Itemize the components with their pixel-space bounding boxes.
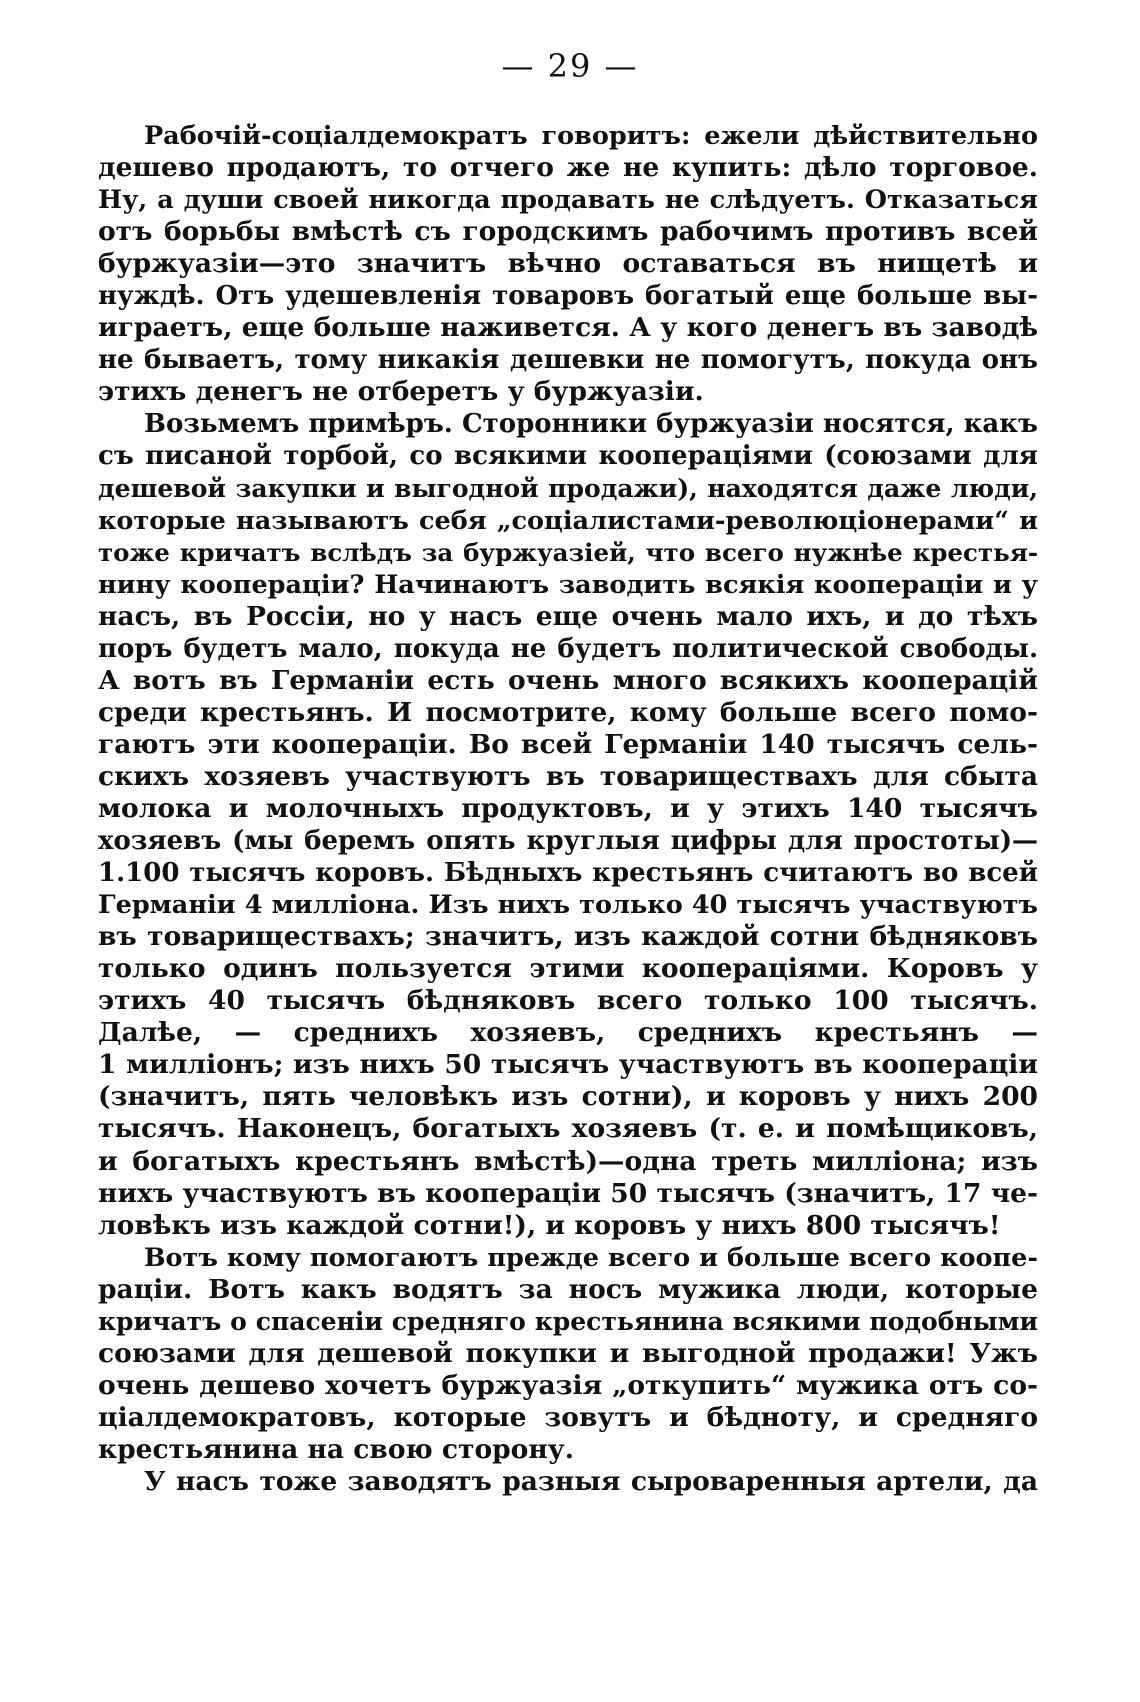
text-line: тоже кричатъ вслѣдъ за буржуазіей, что всего нужнѣе крестья- [98,537,1038,567]
text-line: кричатъ о спасеніи средняго крестьянина всякими подобными [98,1306,1038,1336]
text-line: нуждѣ. Отъ удешевленія товаровъ богатый еще больше вы- [98,281,1038,312]
text-line: А вотъ въ Германіи есть очень много всякихъ кооперацій [98,664,1038,696]
text-line: крестьянина на свою сторону. [98,1433,574,1465]
text-line: скихъ хозяевъ участвуютъ въ товариществахъ для сбыта [98,760,1038,792]
text-line: гаютъ эти коопераціи. Во всей Германіи 140 тысячъ сель- [98,728,1038,760]
text-line: нину коопераціи? Начинаютъ заводить всякія коопераціи и у [98,569,1038,600]
text-line: ловѣкъ изъ каждой сотни!), и коровъ у нихъ 800 тысячъ! [98,1209,1001,1241]
text-line: Возьмемъ примѣръ. Сторонники буржуазіи носятся, какъ [144,409,1038,440]
text-line: 1 милліонъ; изъ нихъ 50 тысячъ участвуютъ въ коопераціи [98,1049,1038,1081]
text-line: Вотъ кому помогаютъ прежде всего и больше всего коопе- [144,1242,1038,1273]
text-line: только одинъ пользуется этими коопераціями. Коровъ у [98,953,1038,985]
text-line: 1.100 тысячъ коровъ. Бѣдныхъ крестьянъ считаютъ во всей [98,858,1038,889]
body-text [98,120,1038,1498]
text-line: Ну, а души своей никогда продавать не слѣдуетъ. Отказаться [98,185,1038,216]
text-line: насъ, въ Россіи, но у насъ еще очень мало ихъ, и до тѣхъ [98,600,1038,632]
text-line: съ писаной торбой, со всякими коопераціями (союзами для [98,441,1038,472]
text-line: играетъ, еще больше наживется. А у кого денегъ въ заводѣ [98,312,1038,344]
text-line: этихъ денегъ не отберетъ у буржуазіи. [98,376,704,408]
text-line: Германіи 4 милліона. Изъ нихъ только 40 тысячъ участвуютъ [98,890,1038,921]
text-line: очень дешево хочетъ буржуазія „откупить“ мужика отъ со- [98,1369,1038,1401]
text-line: ціалдемократовъ, которые зовутъ и бѣдноту, и средняго [98,1401,1038,1433]
text-line: тысячъ. Наконецъ, богатыхъ хозяевъ (т. е. и помѣщиковъ, [98,1113,1038,1145]
text-line: дешево продаютъ, то отчего же не купить: дѣло торговое. [98,152,1038,184]
text-line: этихъ 40 тысячъ бѣдняковъ всего только 100 тысячъ. [98,985,1038,1017]
text-line: въ товариществахъ; значитъ, изъ каждой сотни бѣдняковъ [98,921,1038,953]
text-line: не бываетъ, тому никакія дешевки не помогутъ, покуда онъ [98,345,1038,376]
text-line: отъ борьбы вмѣстѣ съ городскимъ рабочимъ противъ всей [98,216,1038,248]
text-line: раціи. Вотъ какъ водятъ за носъ мужика люди, которые [98,1273,1038,1305]
text-line: хозяевъ (мы беремъ опять круглыя цифры для простоты)— [98,826,1038,857]
page-number: — 29 — [501,47,639,85]
text-line: У насъ тоже заводятъ разныя сыроваренныя артели, да [144,1465,1038,1497]
text-line: Рабочій-соціалдемократъ говоритъ: ежели дѣйствительно [144,121,1038,151]
text-line: молока и молочныхъ продуктовъ, и у этихъ 140 тысячъ [98,792,1038,824]
text-line: (значитъ, пять человѣкъ изъ сотни), и коровъ у нихъ 200 [98,1081,1038,1113]
text-line: и богатыхъ крестьянъ вмѣстѣ)—одна треть милліона; изъ [98,1145,1038,1177]
text-line: поръ будетъ мало, покуда не будетъ политической свободы. [98,633,1038,664]
text-line: союзами для дешевой покупки и выгодной продажи! Ужъ [98,1337,1038,1369]
text-line: буржуазіи—это значитъ вѣчно оставаться въ нищетѣ и [98,248,1038,280]
text-line: которые называютъ себя „соціалистами-революціонерами“ и [98,505,1038,536]
text-line: нихъ участвуютъ въ коопераціи 50 тысячъ (значитъ, 17 че- [98,1177,1038,1209]
text-line: Далѣе, — среднихъ хозяевъ, среднихъ крестьянъ — [98,1017,1038,1049]
text-line: среди крестьянъ. И посмотрите, кому больше всего помо- [98,696,1038,728]
text-line: дешевой закупки и выгодной продажи), находятся даже люди, [98,473,1038,503]
